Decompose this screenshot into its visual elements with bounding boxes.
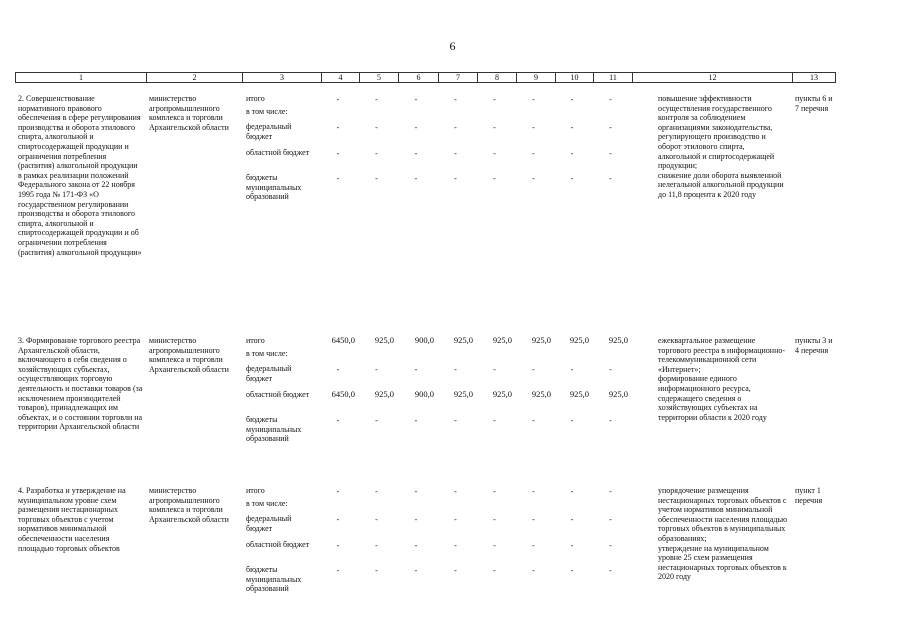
funding-value: - (375, 149, 378, 158)
funding-value: - (454, 416, 457, 425)
funding-source-label: бюджеты муниципальных образований (246, 173, 302, 202)
funding-source-label: в том числе: (246, 107, 288, 116)
funding-value: - (454, 149, 457, 158)
funding-value: - (336, 123, 340, 132)
event-name: 4. Разработка и утверждение на муниципальном уровне схем размещения нестационарных торговых объектов с учетом нормативов минимальной обеспеченности населения площадью торговых объектов (18, 486, 126, 553)
funding-value: - (609, 566, 612, 575)
funding-value: 6450,0 (331, 335, 355, 345)
funding-value: - (454, 365, 457, 374)
funding-value: - (454, 123, 457, 132)
funding-source-label: федеральный бюджет (246, 122, 292, 141)
funding-value: - (609, 541, 612, 550)
funding-source-label: в том числе: (246, 349, 288, 358)
indicator-link: пункты 3 и 4 перечня (795, 336, 833, 355)
funding-value: 925,0 (569, 335, 589, 345)
column-number-1: 1 (15, 73, 146, 82)
funding-value: - (375, 95, 378, 104)
funding-value: - (414, 365, 418, 374)
funding-value: - (532, 416, 535, 425)
funding-value: - (414, 95, 418, 104)
column-number-5: 5 (359, 73, 398, 82)
funding-source-label: федеральный бюджет (246, 364, 292, 383)
funding-value: 925,0 (374, 335, 394, 345)
funding-value: - (414, 149, 418, 158)
funding-value: 925,0 (492, 335, 512, 345)
funding-value: - (570, 174, 574, 183)
funding-value: - (414, 515, 418, 524)
funding-value: - (493, 174, 496, 183)
funding-value: - (336, 95, 340, 104)
funding-value: - (375, 487, 378, 496)
funding-value: - (454, 515, 457, 524)
funding-value: - (570, 416, 574, 425)
column-number-3: 3 (242, 73, 321, 82)
funding-value: - (609, 515, 612, 524)
funding-value: - (336, 174, 340, 183)
funding-value: - (493, 95, 496, 104)
funding-value: - (375, 365, 378, 374)
funding-value: - (375, 123, 378, 132)
funding-source-label: областной бюджет (246, 390, 310, 399)
page-number: 6 (449, 39, 456, 53)
funding-source-label: областной бюджет (246, 148, 310, 157)
funding-value: - (414, 541, 418, 550)
expected-result: ежеквартальное размещение торгового реестра в информационно-телекоммуникационной сети «Интернет»; формирование единого информационного ресурса, содержащего сведения о хозяйствующих субъектах на территории области к 2020 году (658, 336, 786, 422)
funding-value: - (414, 123, 418, 132)
indicator-link: пункты 6 и 7 перечня (795, 94, 833, 113)
funding-value: - (609, 365, 612, 374)
column-number-10: 10 (555, 73, 593, 82)
funding-value: - (493, 541, 496, 550)
funding-source-label: итого (246, 94, 265, 103)
funding-value: - (609, 174, 612, 183)
funding-value: - (375, 174, 378, 183)
column-number-7: 7 (438, 73, 477, 82)
executor: министерство агропромышленного комплекса и торговли Архангельской области (149, 94, 229, 132)
funding-value: - (570, 365, 574, 374)
funding-value: - (532, 123, 535, 132)
funding-value: - (336, 365, 340, 374)
funding-value: - (336, 149, 340, 158)
funding-value: - (414, 566, 418, 575)
funding-value: 900,0 (414, 335, 434, 345)
funding-source-label: бюджеты муниципальных образований (246, 415, 302, 444)
event-name: 3. Формирование торгового реестра Архангельской области, включающего в себя сведения о хозяйствующих субъектах, осуществляющих торговую деятельность и поставки товаров (за исключением производителей товаров), принадлежащих им объектах, и о состоянии торговли на территории Архангельской области (18, 336, 143, 432)
funding-value: 925,0 (453, 335, 473, 345)
funding-value: - (375, 416, 378, 425)
column-number-6: 6 (398, 73, 438, 82)
funding-value: - (570, 149, 574, 158)
expected-result: упорядочение размещения нестационарных торговых объектов с учетом нормативов минимальной обеспеченности населения площадью торговых объектов в муниципальных образованиях; утверждение на муниципальном уровне 25 схем размещения нестационарных торговых объектов к 2020 году (658, 486, 788, 582)
funding-value: 925,0 (569, 389, 589, 399)
column-number-2: 2 (146, 73, 242, 82)
indicator-link: пункт 1 перечня (795, 486, 823, 505)
funding-value: - (609, 416, 612, 425)
funding-value: 925,0 (608, 335, 628, 345)
column-number-11: 11 (593, 73, 632, 82)
executor: министерство агропромышленного комплекса и торговли Архангельской области (149, 336, 229, 374)
program-events-table (15, 72, 836, 594)
funding-value: - (532, 541, 535, 550)
funding-value: - (336, 416, 340, 425)
funding-value: - (532, 174, 535, 183)
expected-result: повышение эффективности осуществления государственного контроля за соблюдением организациями законодательства, регулирующего производство и оборот этилового спирта, алкогольной и спиртосодержащей продукции; снижение доли оборота выявленной нелегальной алкогольной продукции до 11,8 процента к 2020 году (658, 94, 784, 199)
funding-value: - (493, 515, 496, 524)
funding-value: - (532, 515, 535, 524)
column-number-9: 9 (516, 73, 555, 82)
funding-value: - (570, 95, 574, 104)
funding-value: - (609, 95, 612, 104)
column-number-13: 13 (792, 73, 836, 82)
funding-value: - (454, 566, 457, 575)
funding-value: 900,0 (414, 389, 434, 399)
funding-value: - (493, 566, 496, 575)
funding-value: - (336, 487, 340, 496)
funding-value: - (532, 566, 535, 575)
funding-value: - (414, 487, 418, 496)
executor: министерство агропромышленного комплекса и торговли Архангельской области (149, 486, 229, 524)
funding-value: - (336, 541, 340, 550)
funding-value: - (532, 95, 535, 104)
funding-value: - (336, 566, 340, 575)
funding-value: - (493, 123, 496, 132)
funding-value: 925,0 (453, 389, 473, 399)
funding-value: - (336, 515, 340, 524)
funding-source-label: федеральный бюджет (246, 514, 292, 533)
funding-source-label: бюджеты муниципальных образований (246, 565, 302, 594)
funding-value: 925,0 (531, 335, 551, 345)
funding-value: - (532, 149, 535, 158)
funding-value: - (493, 365, 496, 374)
funding-value: - (609, 149, 612, 158)
funding-value: - (375, 515, 378, 524)
column-number-4: 4 (321, 73, 359, 82)
funding-value: 925,0 (608, 389, 628, 399)
column-number-12: 12 (632, 73, 792, 82)
funding-value: - (454, 174, 457, 183)
funding-value: - (570, 123, 574, 132)
funding-value: - (570, 541, 574, 550)
funding-value: - (609, 123, 612, 132)
funding-value: 925,0 (531, 389, 551, 399)
funding-value: 6450,0 (331, 389, 355, 399)
funding-value: - (493, 487, 496, 496)
funding-source-label: итого (246, 336, 265, 345)
column-number-8: 8 (477, 73, 516, 82)
funding-value: - (570, 515, 574, 524)
funding-value: - (570, 487, 574, 496)
funding-value: - (532, 365, 535, 374)
funding-value: - (570, 566, 574, 575)
funding-value: - (375, 541, 378, 550)
funding-value: - (493, 416, 496, 425)
funding-source-label: итого (246, 486, 265, 495)
funding-source-label: в том числе: (246, 499, 288, 508)
funding-value: - (414, 174, 418, 183)
funding-value: - (414, 416, 418, 425)
funding-value: - (454, 487, 457, 496)
funding-value: 925,0 (492, 389, 512, 399)
column-numbers-header (15, 72, 836, 83)
funding-value: - (493, 149, 496, 158)
funding-value: - (375, 566, 378, 575)
funding-value: - (454, 541, 457, 550)
funding-value: - (454, 95, 457, 104)
funding-value: - (609, 487, 612, 496)
funding-value: - (532, 487, 535, 496)
funding-value: 925,0 (374, 389, 394, 399)
funding-source-label: областной бюджет (246, 540, 310, 549)
event-name: 2. Совершенствование нормативного правового обеспечения в сфере регулирования производства и оборота этилового спирта, алкогольной и спиртосодержащей продукции и ограничения потребления (распития) алкогольной продукции в рамках реализации положений Федерального закона от 22 ноября 1995 года № 171-ФЗ «О государственном регулировании производства и оборота этилового спирта, алкогольной и спиртосодержащей продукции и об ограничении потребления (распития) алкогольной продукции» (18, 94, 142, 257)
